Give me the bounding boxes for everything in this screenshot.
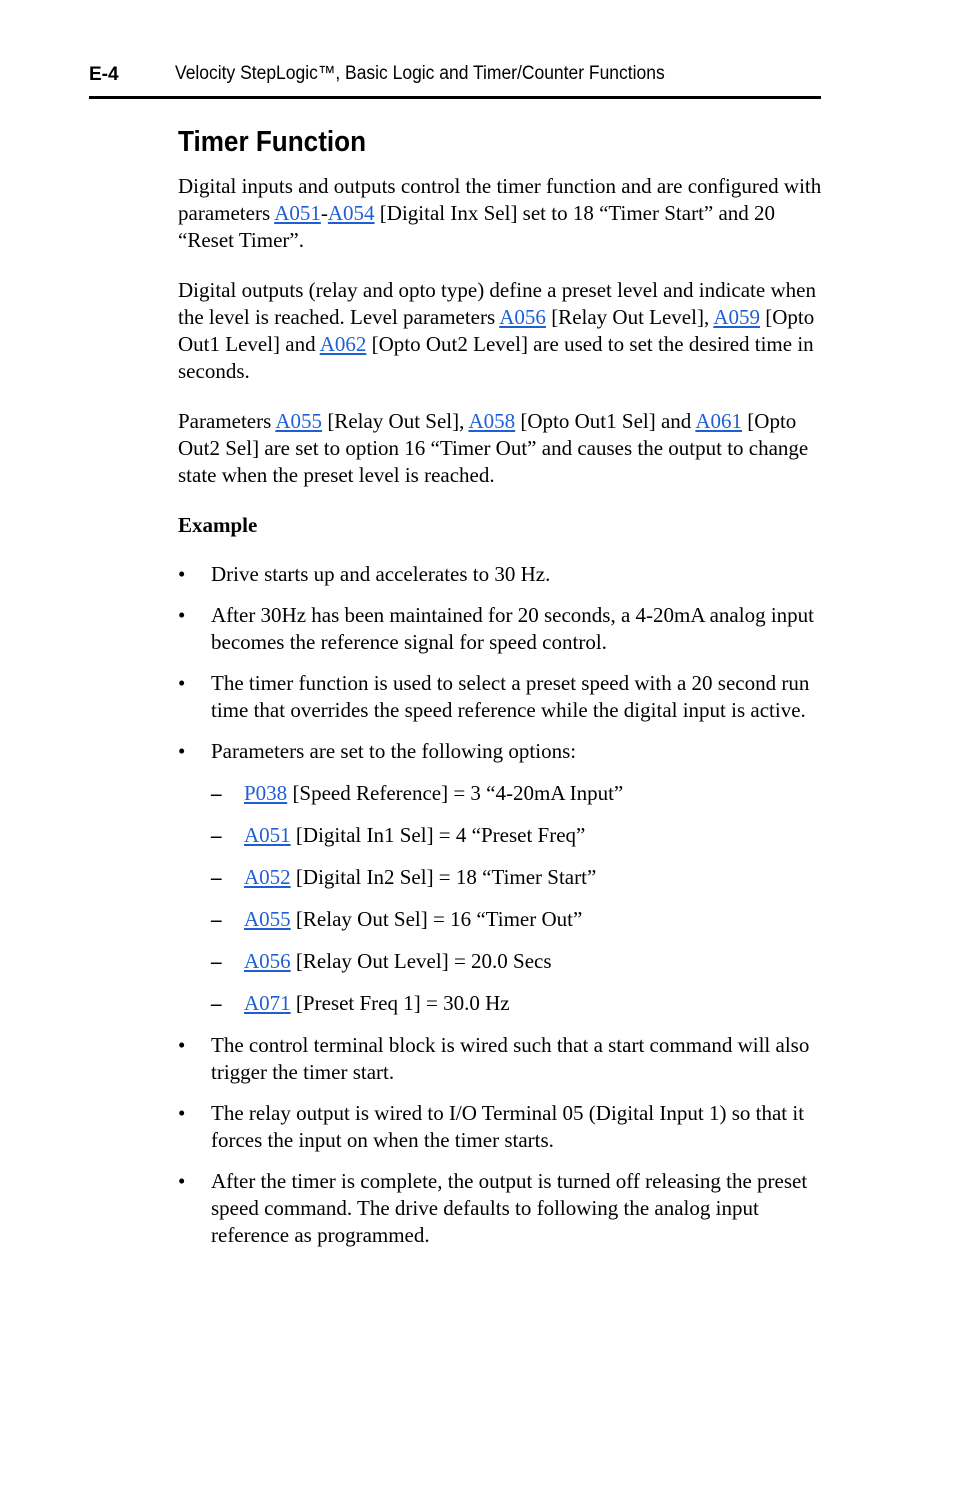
parameter-item [211, 822, 823, 849]
param-link-a051[interactable]: A051 [274, 201, 321, 225]
para1-text-2: - [320, 201, 328, 225]
param-link-a058[interactable]: A058 [468, 409, 516, 433]
parameter-item [211, 864, 823, 891]
parameter-desc: [Preset Freq 1] = 30.0 Hz [290, 991, 510, 1015]
list-item: • After the timer is complete, the output is turned off releasing the preset speed command. The drive defaults to following the analog input reference as programmed. [178, 1168, 823, 1249]
param-link-a071[interactable]: A071 [244, 991, 291, 1015]
parameter-item [211, 948, 823, 975]
param-link-a061[interactable]: A061 [695, 409, 743, 433]
param-link-a051[interactable]: A051 [244, 823, 291, 847]
list-item-text: Parameters are set to the following options: [211, 739, 577, 763]
param-link-a055[interactable]: A055 [275, 409, 323, 433]
para2-text-2: [Relay Out Level], [545, 305, 714, 329]
list-item-parameters [178, 738, 823, 1017]
para3-text-1: Parameters [178, 409, 276, 433]
param-link-a054[interactable]: A054 [327, 201, 375, 225]
param-link-a056[interactable]: A056 [244, 949, 291, 973]
parameter-item [211, 780, 823, 807]
paragraph-timer-outputs [178, 277, 823, 385]
param-link-a059[interactable]: A059 [713, 305, 760, 329]
para2-text-1: Digital outputs (relay and opto type) define a preset level and indicate when the level is reached. Level parameters [178, 278, 816, 329]
page-number: E-4 [89, 64, 119, 85]
list-item: • The timer function is used to select a preset speed with a 20 second run time that overrides the speed reference while the digital input is active. [178, 670, 823, 724]
para1-text-3: [Digital Inx Sel] set to 18 “Timer Start” and 20 “Reset Timer”. [178, 201, 776, 252]
parameter-desc: [Speed Reference] = 3 “4-20mA Input” [287, 781, 624, 805]
list-item: • Drive starts up and accelerates to 30 Hz. [178, 561, 823, 588]
para3-text-2: [Relay Out Sel], [322, 409, 469, 433]
para1-text-1: Digital inputs and outputs control the timer function and are configured with parameters [178, 174, 822, 225]
main-content [178, 124, 823, 1263]
param-link-a055[interactable]: A055 [244, 907, 291, 931]
param-link-a052[interactable]: A052 [244, 865, 291, 889]
parameter-item [211, 990, 823, 1017]
section-title: Timer Function [178, 126, 367, 158]
parameter-desc: [Digital In1 Sel] = 4 “Preset Freq” [290, 823, 586, 847]
parameter-desc: [Digital In2 Sel] = 18 “Timer Start” [290, 865, 597, 889]
page-header [89, 58, 821, 99]
parameter-list [211, 780, 823, 1017]
para2-text-3: [Opto Out1 Level] and [178, 305, 815, 356]
param-link-a062[interactable]: A062 [319, 332, 367, 356]
list-item: • After 30Hz has been maintained for 20 seconds, a 4-20mA analog input becomes the reference signal for speed control. [178, 602, 823, 656]
parameter-desc: [Relay Out Level] = 20.0 Secs [290, 949, 552, 973]
para3-text-4: [Opto Out2 Sel] are set to option 16 “Timer Out” and causes the output to change state when the preset level is reached. [178, 409, 809, 487]
running-title: Velocity StepLogic™, Basic Logic and Timer/Counter Functions [175, 63, 665, 84]
list-item: • The control terminal block is wired such that a start command will also trigger the timer start. [178, 1032, 823, 1086]
parameter-desc: [Relay Out Sel] = 16 “Timer Out” [290, 907, 583, 931]
param-link-p038[interactable]: P038 [244, 781, 288, 805]
example-heading: Example [178, 513, 258, 537]
parameter-item [211, 906, 823, 933]
para2-text-4: [Opto Out2 Level] are used to set the desired time in seconds. [178, 332, 814, 383]
paragraph-timer-inputs [178, 173, 823, 254]
paragraph-timer-out-option [178, 408, 823, 489]
param-link-a056[interactable]: A056 [499, 305, 546, 329]
para3-text-3: [Opto Out1 Sel] and [515, 409, 696, 433]
example-bullet-list [178, 561, 823, 1249]
list-item: • The relay output is wired to I/O Terminal 05 (Digital Input 1) so that it forces the input on when the timer starts. [178, 1100, 823, 1154]
